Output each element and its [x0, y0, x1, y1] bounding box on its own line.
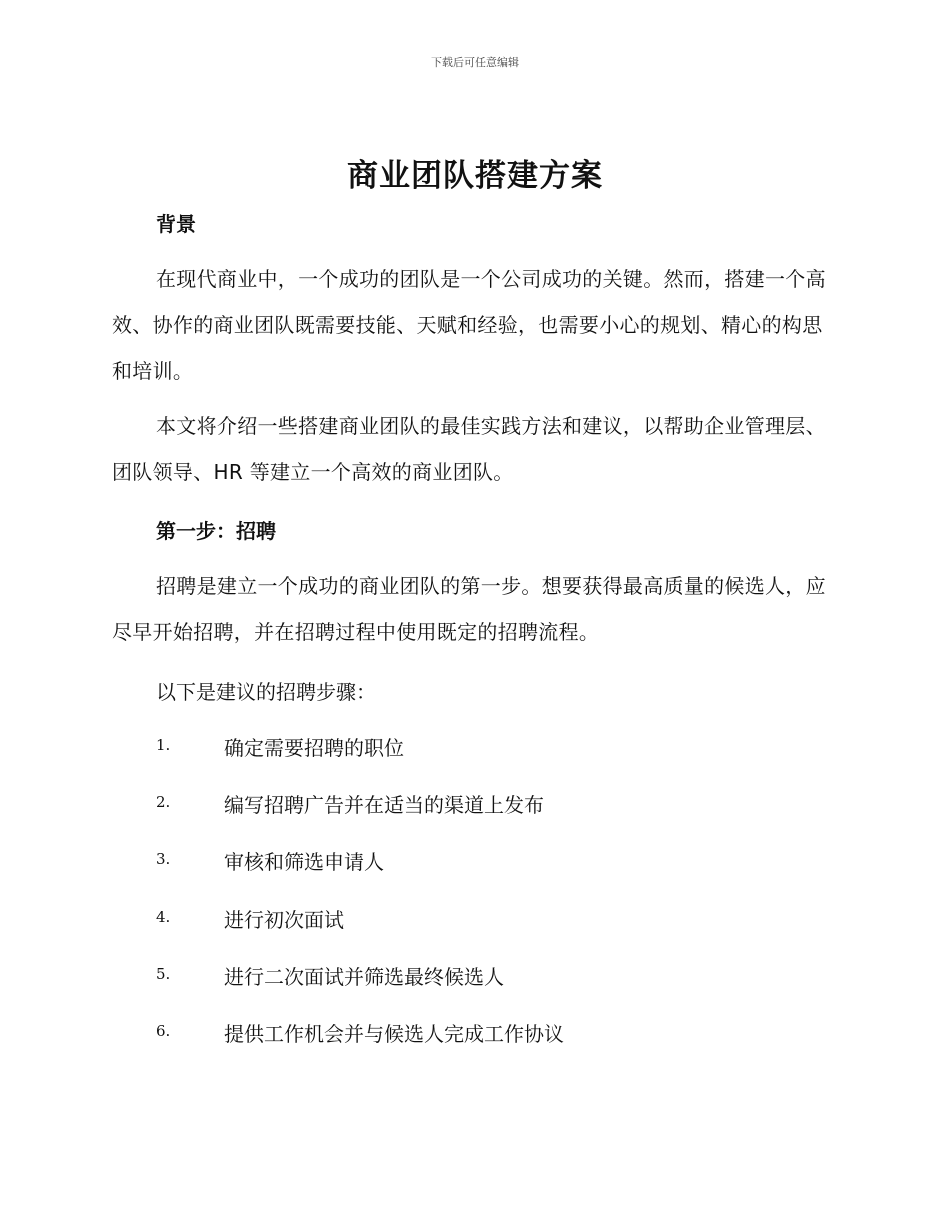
- list-item-number: 4.: [156, 908, 171, 926]
- list-item: [156, 732, 756, 762]
- list-item-text: 提供工作机会并与候选人完成工作协议: [224, 1022, 564, 1046]
- header-note: 下载后可任意编辑: [431, 56, 519, 69]
- step1-paragraph: 招聘是建立一个成功的商业团队的第一步。想要获得最高质量的候选人，应尽早开始招聘，并在招聘过程中使用既定的招聘流程。: [112, 574, 826, 644]
- list-item-text: 进行初次面试: [224, 908, 344, 932]
- list-item: [156, 961, 756, 991]
- list-item: [156, 904, 756, 934]
- step1-list-intro: 以下是建议的招聘步骤：: [156, 680, 376, 704]
- background-paragraph-2: 本文将介绍一些搭建商业团队的最佳实践方法和建议，以帮助企业管理层、团队领导、HR 等建立一个高效的商业团队。: [112, 414, 826, 484]
- list-item: [156, 1018, 756, 1048]
- list-item-text: 编写招聘广告并在适当的渠道上发布: [224, 793, 544, 817]
- list-item-text: 进行二次面试并筛选最终候选人: [224, 965, 504, 989]
- section-heading-background: 背景: [156, 212, 196, 236]
- list-item-number: 1.: [156, 736, 171, 754]
- list-item: [156, 846, 756, 876]
- list-item-number: 5.: [156, 965, 171, 983]
- list-item-text: 确定需要招聘的职位: [224, 736, 404, 760]
- list-item-text: 审核和筛选申请人: [224, 850, 384, 874]
- background-paragraph-1: 在现代商业中，一个成功的团队是一个公司成功的关键。然而，搭建一个高效、协作的商业团队既需要技能、天赋和经验，也需要小心的规划、精心的构思和培训。: [112, 267, 826, 383]
- list-item-number: 2.: [156, 793, 171, 811]
- list-item: [156, 789, 756, 819]
- list-item-number: 3.: [156, 850, 171, 868]
- document-title: 商业团队搭建方案: [347, 158, 603, 194]
- section-heading-step1: 第一步：招聘: [156, 519, 276, 543]
- list-item-number: 6.: [156, 1022, 171, 1040]
